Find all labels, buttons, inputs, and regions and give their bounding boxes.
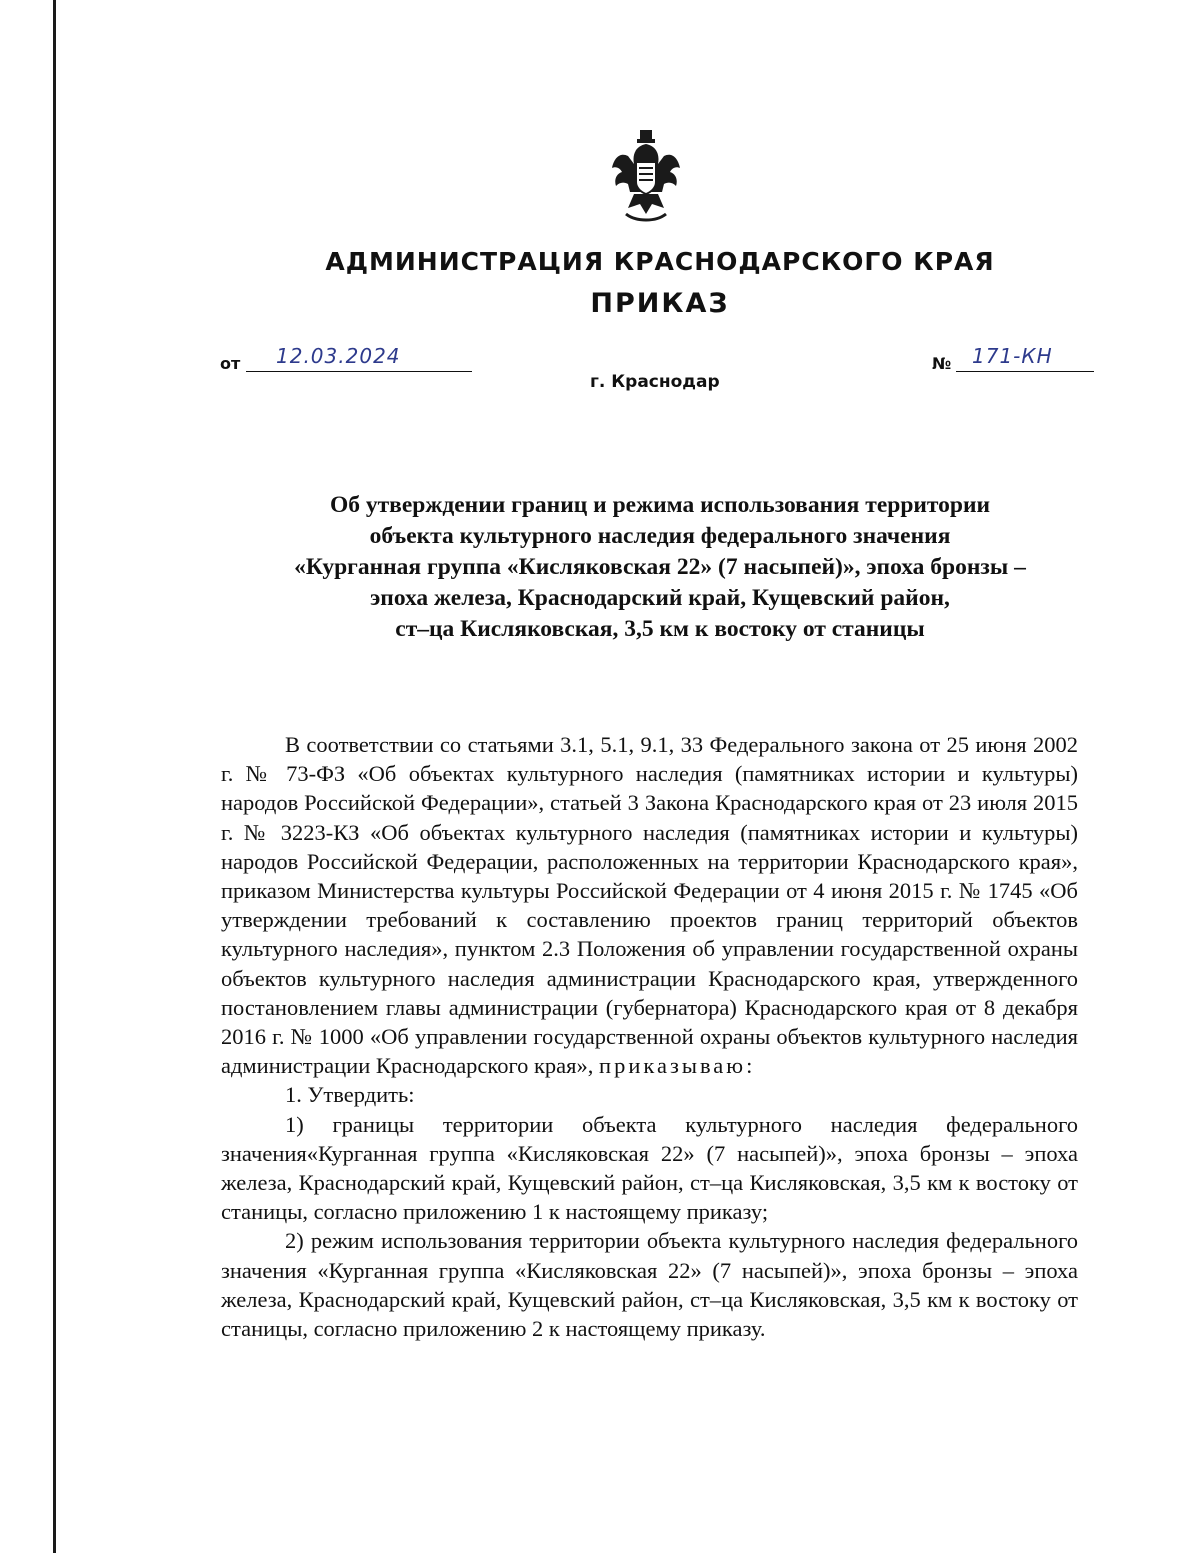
date-number-row xyxy=(220,344,1100,398)
krasnodar-coat-of-arms-icon xyxy=(606,128,686,224)
subject-line: «Курганная группа «Кисляковская 22» (7 насыпей)», эпоха бронзы – xyxy=(294,554,1026,580)
city-label: г. Краснодар xyxy=(590,372,720,392)
preamble-paragraph xyxy=(221,730,1078,1080)
date-prefix: от xyxy=(220,354,241,373)
subject-line: ст–ца Кисляковская, 3,5 км к востоку от станицы xyxy=(395,616,925,642)
subject-line: объекта культурного наследия федерального значения xyxy=(369,523,951,549)
preamble-text: В соответствии со статьями 3.1, 5.1, 9.1, 33 Федерального закона от 25 июня 2002 г. № 73-ФЗ «Об объектах культурного наследия (памятниках истории и культуры) народов Российской Федерации», статьей 3 Закона Краснодарского края от 23 июля 2015 г. № 3223-КЗ «Об объектах культурного наследия (памятниках истории и культуры) народов Российской Федерации, расположенных на территории Краснодарского края», приказом Министерства культуры Российской Федерации от 4 июня 2015 г. № 1745 «Об утверждении требований к составлению проектов границ территорий объектов культурного наследия», пунктом 2.3 Положения об управлении государственной охраны объектов культурного наследия администрации Краснодарского края, утвержденного постановлением главы администрации (губернатора) Краснодарского края от 8 декабря 2016 г. № 1000 «Об управлении государственной охраны объектов культурного наследия администрации Краснодарского края», xyxy=(221,732,1078,1079)
order-word: приказываю: xyxy=(599,1053,756,1079)
subject-line: эпоха железа, Краснодарский край, Кущевский район, xyxy=(370,585,950,611)
item-1-1-paragraph: 1) границы территории объекта культурного наследия федерального значения«Курганная группа «Кисляковская 22» (7 насыпей)», эпоха бронзы – эпоха железа, Краснодарский край, Кущевский район, ст–ца Кисляковская, 3,5 км к востоку от станицы, согласно приложению 1 к настоящему приказу; xyxy=(221,1111,1078,1225)
item-1-2-paragraph: 2) режим использования территории объекта культурного наследия федерального значения «Курганная группа «Кисляковская 22» (7 насыпей)», эпоха бронзы – эпоха железа, Краснодарский край, Кущевский район, ст–ца Кисляковская, 3,5 км к востоку от станицы, согласно приложению 2 к настоящему приказу. xyxy=(221,1228,1078,1342)
date-underline xyxy=(246,370,472,372)
number-underline xyxy=(956,370,1094,372)
organization-title: АДМИНИСТРАЦИЯ КРАСНОДАРСКОГО КРАЯ xyxy=(325,247,995,276)
document-subject xyxy=(180,490,1140,645)
item-1-paragraph: 1. Утвердить: xyxy=(285,1082,415,1108)
document-type: ПРИКАЗ xyxy=(590,288,730,319)
number-value: 171-КН xyxy=(972,344,1053,368)
document-body xyxy=(221,730,1078,1343)
subject-line: Об утверждении границ и режима использования территории xyxy=(329,492,991,518)
date-value: 12.03.2024 xyxy=(276,344,401,368)
number-prefix: № xyxy=(932,354,952,373)
scan-edge-line xyxy=(53,0,56,1553)
